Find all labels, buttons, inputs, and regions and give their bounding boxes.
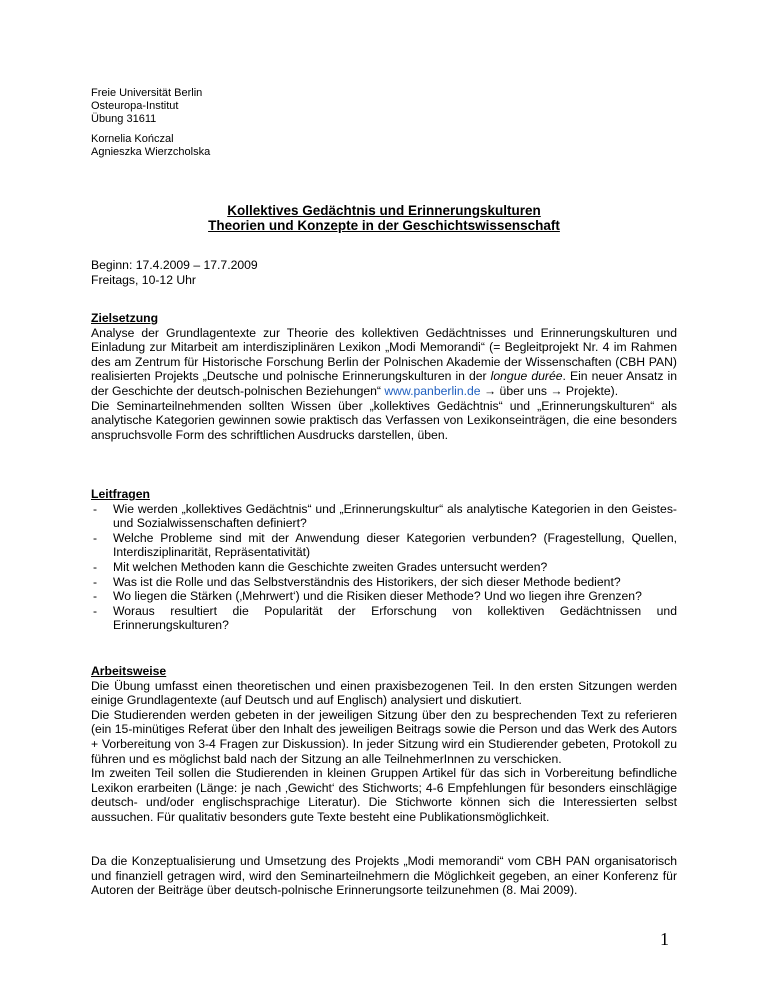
- list-item: - Welche Probleme sind mit der Anwendung dieser Kategorien verbunden? (Fragestellung, Quellen, Interdisziplinarität, Repräsentativität): [93, 530, 677, 560]
- author-name: Kornelia Kończal: [91, 133, 174, 145]
- list-item: - Mit welchen Methoden kann die Geschichte zweiten Grades untersucht werden?: [93, 559, 548, 574]
- closing-paragraph-block: [91, 854, 677, 898]
- paragraph: Analyse der Grundlagentexte zur Theorie des kollektiven Gedächtnisses und Erinnerungskulturen und Einladung zur Mitarbeit am interdisziplinären Lexikon „Modi Memorandi“ (= Begleitprojekt Nr. 4 im Rahmen des am Zentrum für Historische Forschung Berlin der Polnischen Akademie der Wissenschaften (CBH PAN) realisierten Projekts „Deutsche und polnische Erinnerungskulturen in der longue durée. Ein neuer Ansatz in der Geschichte der deutsch-polnischen Beziehungen“ www.panberlin.de → über uns → Projekte).: [91, 325, 678, 398]
- paragraph: Die Studierenden werden gebeten in der jeweiligen Sitzung über den zu besprechenden Text zu referieren (ein 15-minütiges Referat über den Inhalt des jeweiligen Beitrags sowie die Person und das Werk des Autors + Vorbereitung von 3-4 Fragen zur Diskussion). In jeder Sitzung wird ein Studierender gebeten, Protokoll zu führen und es möglichst bald nach der Sitzung an alle TeilnehmerInnen zu verschicken.: [91, 707, 677, 766]
- page-number: 1: [660, 929, 669, 949]
- title-line-1: Kollektives Gedächtnis und Erinnerungskulturen: [227, 203, 541, 218]
- institution-header: [91, 87, 202, 126]
- university-name: Freie Universität Berlin: [91, 87, 203, 99]
- course-dates: Beginn: 17.4.2009 – 17.7.2009: [91, 258, 258, 272]
- institute-name: Osteuropa-Institut: [91, 100, 179, 112]
- website-link[interactable]: www.panberlin.de: [384, 383, 481, 398]
- italic-term: longue durée: [490, 369, 563, 384]
- section-leitfragen: [91, 487, 677, 633]
- section-heading: Zielsetzung: [91, 311, 159, 325]
- author-name: Agnieszka Wierzcholska: [91, 146, 211, 158]
- section-heading: Arbeitsweise: [91, 664, 167, 678]
- title-line-2: Theorien und Konzepte in der Geschichtswissenschaft: [208, 218, 560, 233]
- list-item: - Was ist die Rolle und das Selbstverständnis des Historikers, der sich dieser Methode bedient?: [93, 574, 621, 589]
- list-item: - Woraus resultiert die Popularität der Erforschung von kollektiven Gedächtnissen und Erinnerungskulturen?: [93, 603, 677, 633]
- paragraph: Im zweiten Teil sollen die Studierenden in kleinen Gruppen Artikel für das sich in Vorbereitung befindliche Lexikon erarbeiten (Länge: je nach ‚Gewicht‘ des Stichworts; 4-6 Empfehlungen für besonders einschlägige deutsch- und/oder englischsprachige Literatur). Die Stichworte können sich die Interessierten selbst aussuchen. Für qualitativ besonders gute Texte besteht eine Publikationsmöglichkeit.: [91, 766, 677, 824]
- course-number: Übung 31611: [91, 113, 157, 125]
- course-time: Freitags, 10-12 Uhr: [91, 272, 196, 287]
- section-arbeitsweise: [91, 664, 677, 825]
- paragraph: Die Übung umfasst einen theoretischen und einen praxisbezogenen Teil. In den ersten Sitzungen werden einige Grundlagentexte (auf Deutsch und auf Englisch) analysiert und diskutiert.: [91, 678, 677, 708]
- paragraph: Die Seminarteilnehmenden sollten Wissen über „kollektives Gedächtnis“ und „Erinnerungskulturen“ als analytische Kategorien gewinnen sowie praktisch das Verfassen von Lexikonseinträgen, die eine besonders anspruchsvolle Form des schriftlichen Ausdrucks darstellen, üben.: [91, 398, 677, 442]
- list-item: - Wo liegen die Stärken (‚Mehrwert‘) und die Risiken dieser Methode? Und wo liegen ihre Grenzen?: [93, 589, 642, 604]
- paragraph: Da die Konzeptualisierung und Umsetzung des Projekts „Modi memorandi“ vom CBH PAN organisatorisch und finanziell getragen wird, wird den Seminarteilnehmern die Möglichkeit gegeben, an einer Konferenz für Autoren der Beiträge über deutsch-polnische Erinnerungsorte teilzunehmen (8. Mai 2009).: [91, 854, 677, 898]
- document-title: [91, 203, 677, 233]
- authors-block: [91, 133, 210, 159]
- section-zielsetzung: [91, 311, 677, 442]
- dates-block: [91, 258, 677, 287]
- section-heading: Leitfragen: [91, 487, 150, 501]
- list-item: - Wie werden „kollektives Gedächtnis“ und „Erinnerungskultur“ als analytische Kategorien in den Geistes- und Sozialwissenschaften definiert?: [93, 501, 677, 531]
- question-list: [91, 502, 677, 633]
